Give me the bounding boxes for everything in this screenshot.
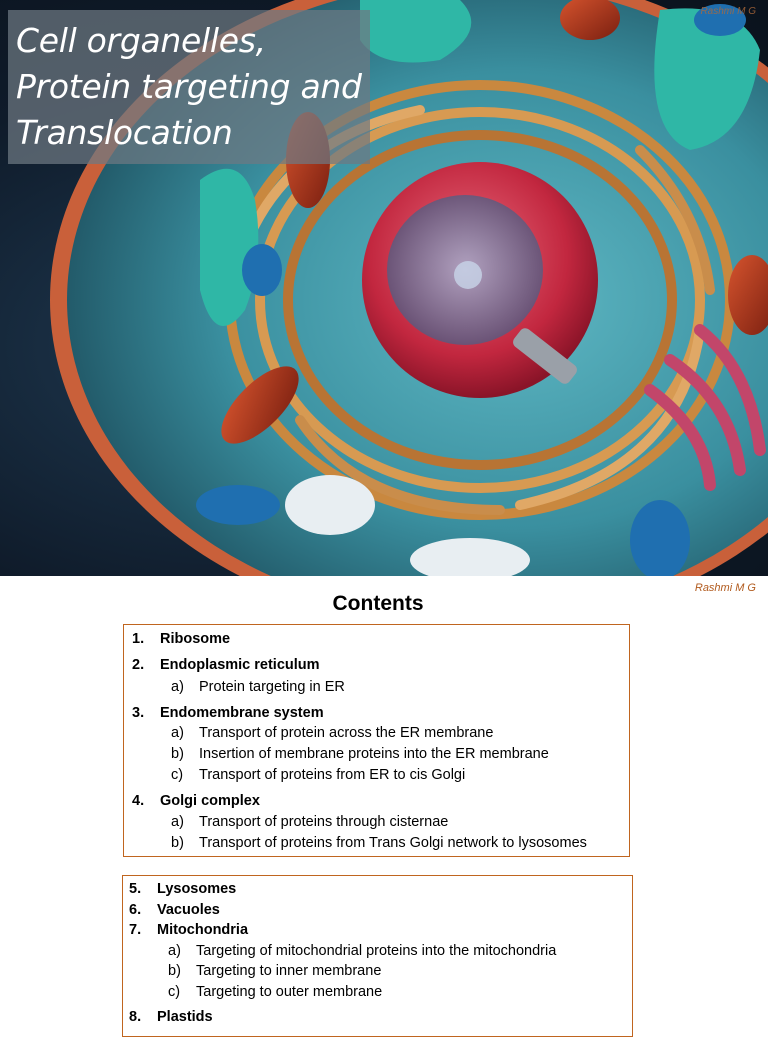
slide2-author: Rashmi M G [694, 582, 756, 594]
slide-title-line-1: Cell organelles, [16, 21, 266, 60]
item-label: Endomembrane system [160, 705, 324, 721]
contents-box-1 [123, 624, 630, 857]
item-number: 1. [132, 631, 145, 647]
item-label: Ribosome [160, 631, 231, 647]
sub-item-label: Transport of protein across the ER membrane [199, 725, 494, 741]
item-number: 6. [129, 902, 142, 918]
item-number: 8. [129, 1009, 142, 1025]
item-label: Plastids [157, 1009, 213, 1025]
sub-item-letter: a) [171, 679, 184, 695]
item-number: 4. [132, 793, 145, 809]
sub-item-letter: a) [168, 943, 181, 959]
sub-item-label: Targeting of mitochondrial proteins into the mitochondria [196, 943, 557, 959]
sub-item-label: Insertion of membrane proteins into the ER membrane [199, 746, 549, 762]
sub-item-letter: a) [171, 814, 184, 830]
slide-title-line-3: Translocation [16, 113, 233, 152]
sub-item-letter: b) [171, 746, 184, 762]
sub-item-letter: b) [171, 835, 184, 851]
sub-item-letter: b) [168, 963, 181, 979]
sub-item-label: Targeting to inner membrane [196, 963, 382, 979]
slide-title-line-2: Protein targeting and [16, 67, 362, 106]
sub-item-label: Protein targeting in ER [199, 679, 345, 695]
sub-item-letter: a) [171, 725, 184, 741]
sub-item-label: Transport of proteins from Trans Golgi network to lysosomes [199, 835, 587, 851]
item-number: 7. [129, 922, 142, 938]
sub-item-label: Transport of proteins from ER to cis Golgi [199, 767, 466, 783]
slide1-watermark: Rashmi M G [700, 6, 756, 17]
item-label: Lysosomes [157, 881, 237, 897]
item-number: 3. [132, 705, 145, 721]
item-label: Vacuoles [157, 902, 220, 918]
sub-item-letter: c) [168, 984, 181, 1000]
sub-item-letter: c) [171, 767, 184, 783]
sub-item-label: Transport of proteins through cisternae [199, 814, 449, 830]
contents-box-2 [122, 875, 633, 1037]
item-label: Mitochondria [157, 922, 249, 938]
item-number: 5. [129, 881, 142, 897]
sub-item-label: Targeting to outer membrane [196, 984, 383, 1000]
item-label: Endoplasmic reticulum [160, 657, 320, 673]
item-label: Golgi complex [160, 793, 260, 809]
contents-heading: Contents [332, 592, 424, 615]
item-number: 2. [132, 657, 145, 673]
